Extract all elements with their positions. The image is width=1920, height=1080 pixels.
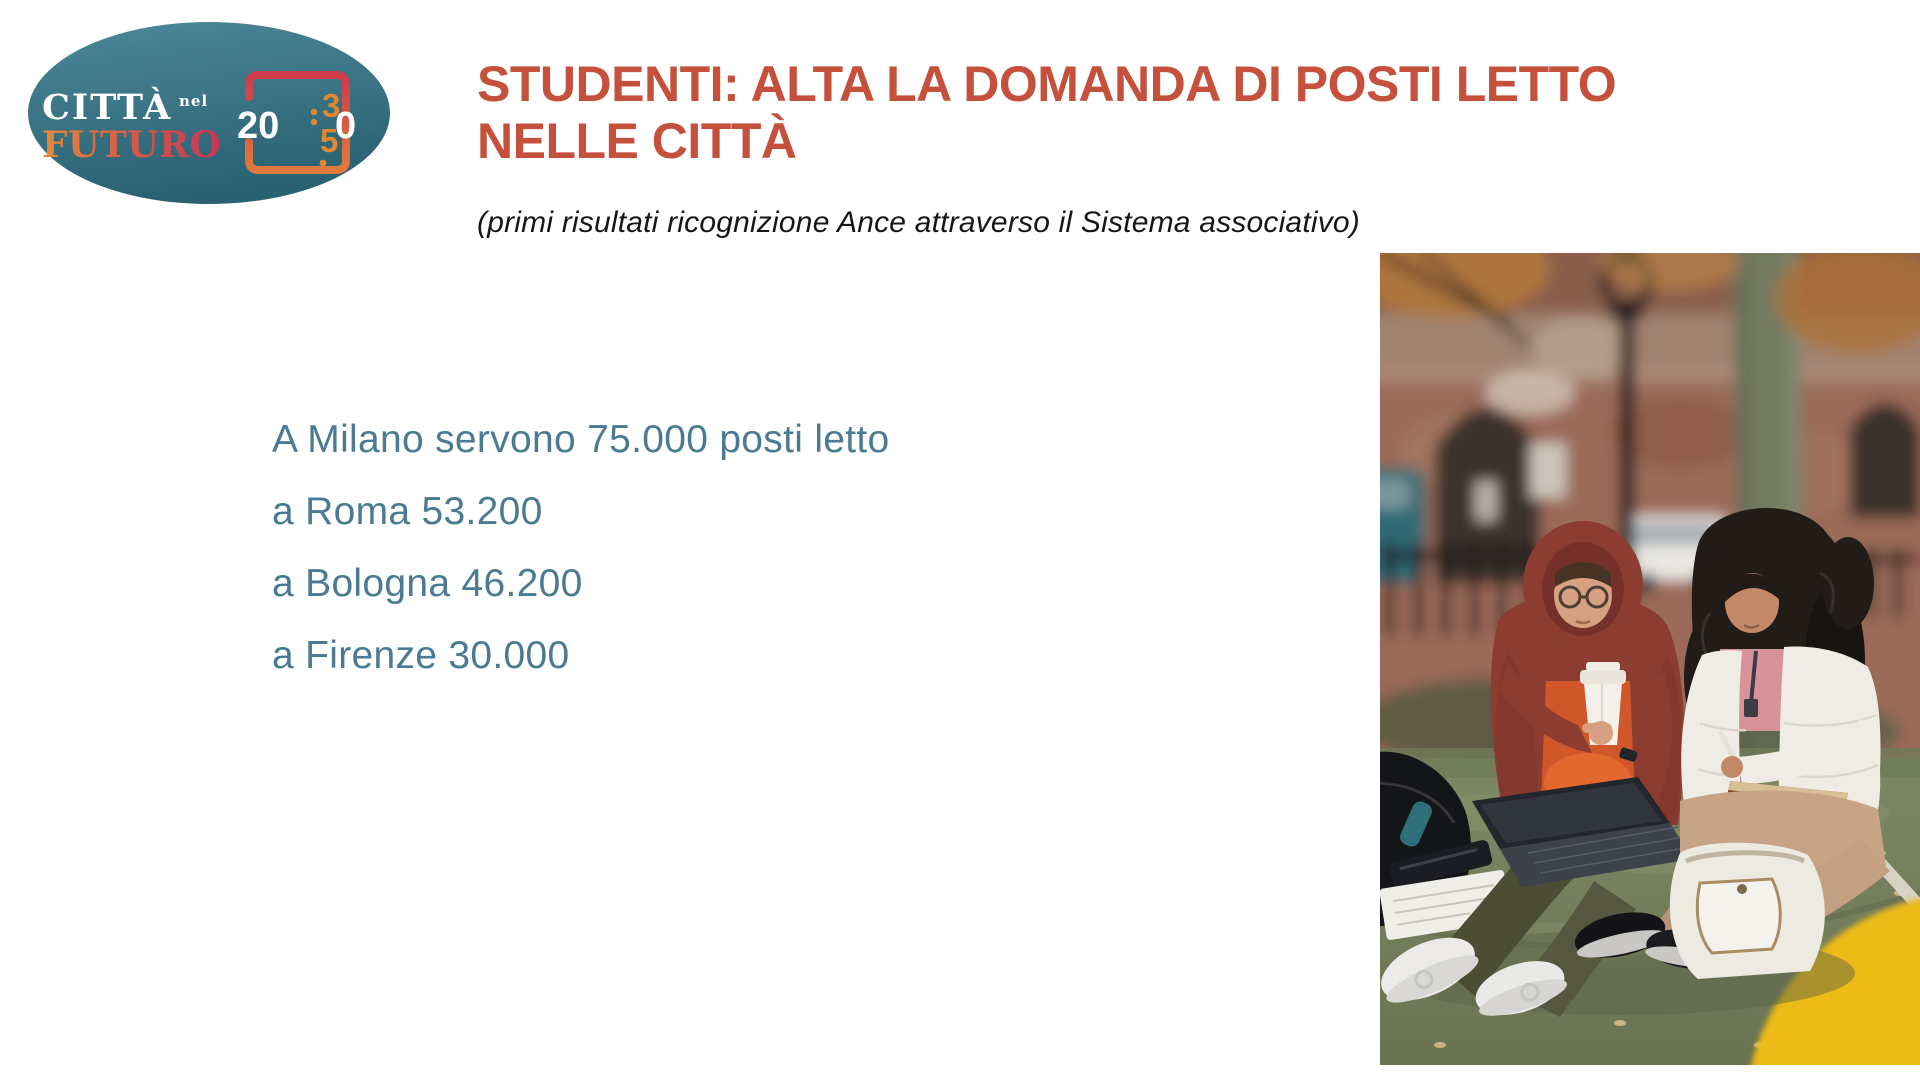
building-window	[1850, 403, 1920, 518]
list-item-milano: A Milano servono 75.000 posti letto	[272, 418, 890, 461]
beds-demand-list	[272, 404, 1172, 692]
logo-year-20: 20	[237, 105, 280, 147]
logo-dot	[311, 119, 317, 125]
list-item-bologna: a Bologna 46.200	[272, 562, 583, 605]
slide-title	[477, 56, 1807, 170]
students-photo-illustration	[1380, 253, 1920, 1065]
students-photo	[1380, 253, 1920, 1065]
white-bag	[1670, 843, 1825, 979]
logo-year-5: 5	[320, 122, 339, 159]
hooded-head	[1523, 521, 1643, 649]
list-item-firenze: a Firenze 30.000	[272, 634, 570, 677]
logo-dot	[320, 160, 327, 167]
list-item-roma: a Roma 53.200	[272, 490, 543, 533]
slide-title-line2: NELLE CITTÀ	[477, 113, 797, 169]
logo-dot	[311, 109, 317, 115]
logo-word-citta: CITTÀ	[42, 87, 173, 128]
citta-nel-futuro-logo	[28, 22, 390, 204]
logo-graphic	[28, 22, 390, 204]
logo-year-3: 3	[322, 87, 341, 124]
hand	[1721, 756, 1743, 778]
slide-title-line1: STUDENTI: ALTA LA DOMANDA DI POSTI LETTO	[477, 56, 1617, 112]
slide-subtitle: (primi risultati ricognizione Ance attraverso il Sistema associativo)	[477, 206, 1360, 239]
logo-word-nel: nel	[179, 92, 209, 110]
logo-word-futuro: FUTURO	[42, 124, 222, 166]
logo-year-0: 0	[335, 105, 357, 147]
